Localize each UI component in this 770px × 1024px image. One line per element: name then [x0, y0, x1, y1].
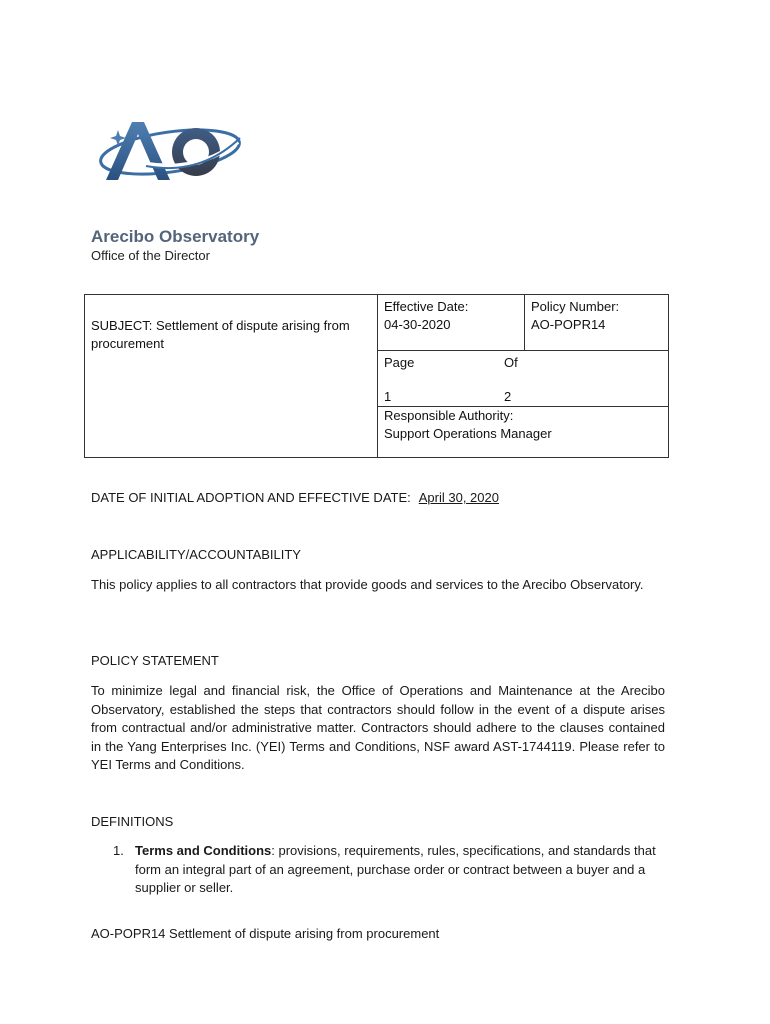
effective-date-value: 04-30-2020: [384, 317, 451, 332]
responsible-authority-label: Responsible Authority:: [384, 408, 514, 423]
applicability-heading: APPLICABILITY/ACCOUNTABILITY: [91, 547, 301, 562]
policy-statement-heading: POLICY STATEMENT: [91, 653, 219, 668]
definition-text: : provisions, requirements, rules, specifications, and standards that form an integral part of an agreement, purchase order or contract between a buyer and a supplier or seller.: [135, 843, 656, 895]
document-footer: AO-POPR14 Settlement of dispute arising from procurement: [91, 926, 440, 941]
of-label: Of: [504, 355, 518, 370]
page-cell: [378, 351, 669, 407]
page-current: 1: [384, 389, 392, 404]
policy-statement-text: To minimize legal and financial risk, the Office of Operations and Maintenance at the Arecibo Observatory, established the steps that contractors should follow in the event of a dispute arises from contractual and/or administrative matter. Contractors should adhere to the clauses contained in the Yang Enterprises Inc. (YEI) Terms and Conditions, NSF award AST-1744119. Please refer to YEI Terms and Conditions.: [91, 683, 665, 772]
responsible-authority-cell: [378, 407, 669, 458]
policy-number-label: Policy Number:: [531, 299, 620, 314]
page-total: 2: [504, 389, 512, 404]
subject-text: SUBJECT: Settlement of dispute arising from procurement: [91, 318, 350, 351]
effective-date-cell: [378, 295, 525, 351]
policy-info-table: [84, 294, 669, 458]
subject-cell: [85, 295, 378, 458]
adoption-label: DATE OF INITIAL ADOPTION AND EFFECTIVE DATE:: [91, 490, 411, 505]
page-label: Page: [384, 355, 415, 370]
policy-number-value: AO-POPR14: [531, 317, 606, 332]
organization-name: Arecibo Observatory: [91, 227, 260, 246]
arecibo-observatory-logo: [88, 108, 248, 192]
adoption-line: [91, 490, 499, 505]
definition-item: [113, 842, 669, 898]
policy-number-cell: [525, 295, 669, 351]
effective-date-label: Effective Date:: [384, 299, 469, 314]
applicability-text: This policy applies to all contractors that provide goods and services to the Arecibo Observatory.: [91, 577, 644, 592]
definition-number: 1.: [113, 843, 124, 858]
office-name: Office of the Director: [91, 248, 210, 263]
responsible-authority-value: Support Operations Manager: [384, 426, 552, 441]
definition-term: Terms and Conditions: [135, 843, 272, 858]
adoption-date: April 30, 2020: [418, 490, 499, 505]
definitions-heading: DEFINITIONS: [91, 814, 174, 829]
